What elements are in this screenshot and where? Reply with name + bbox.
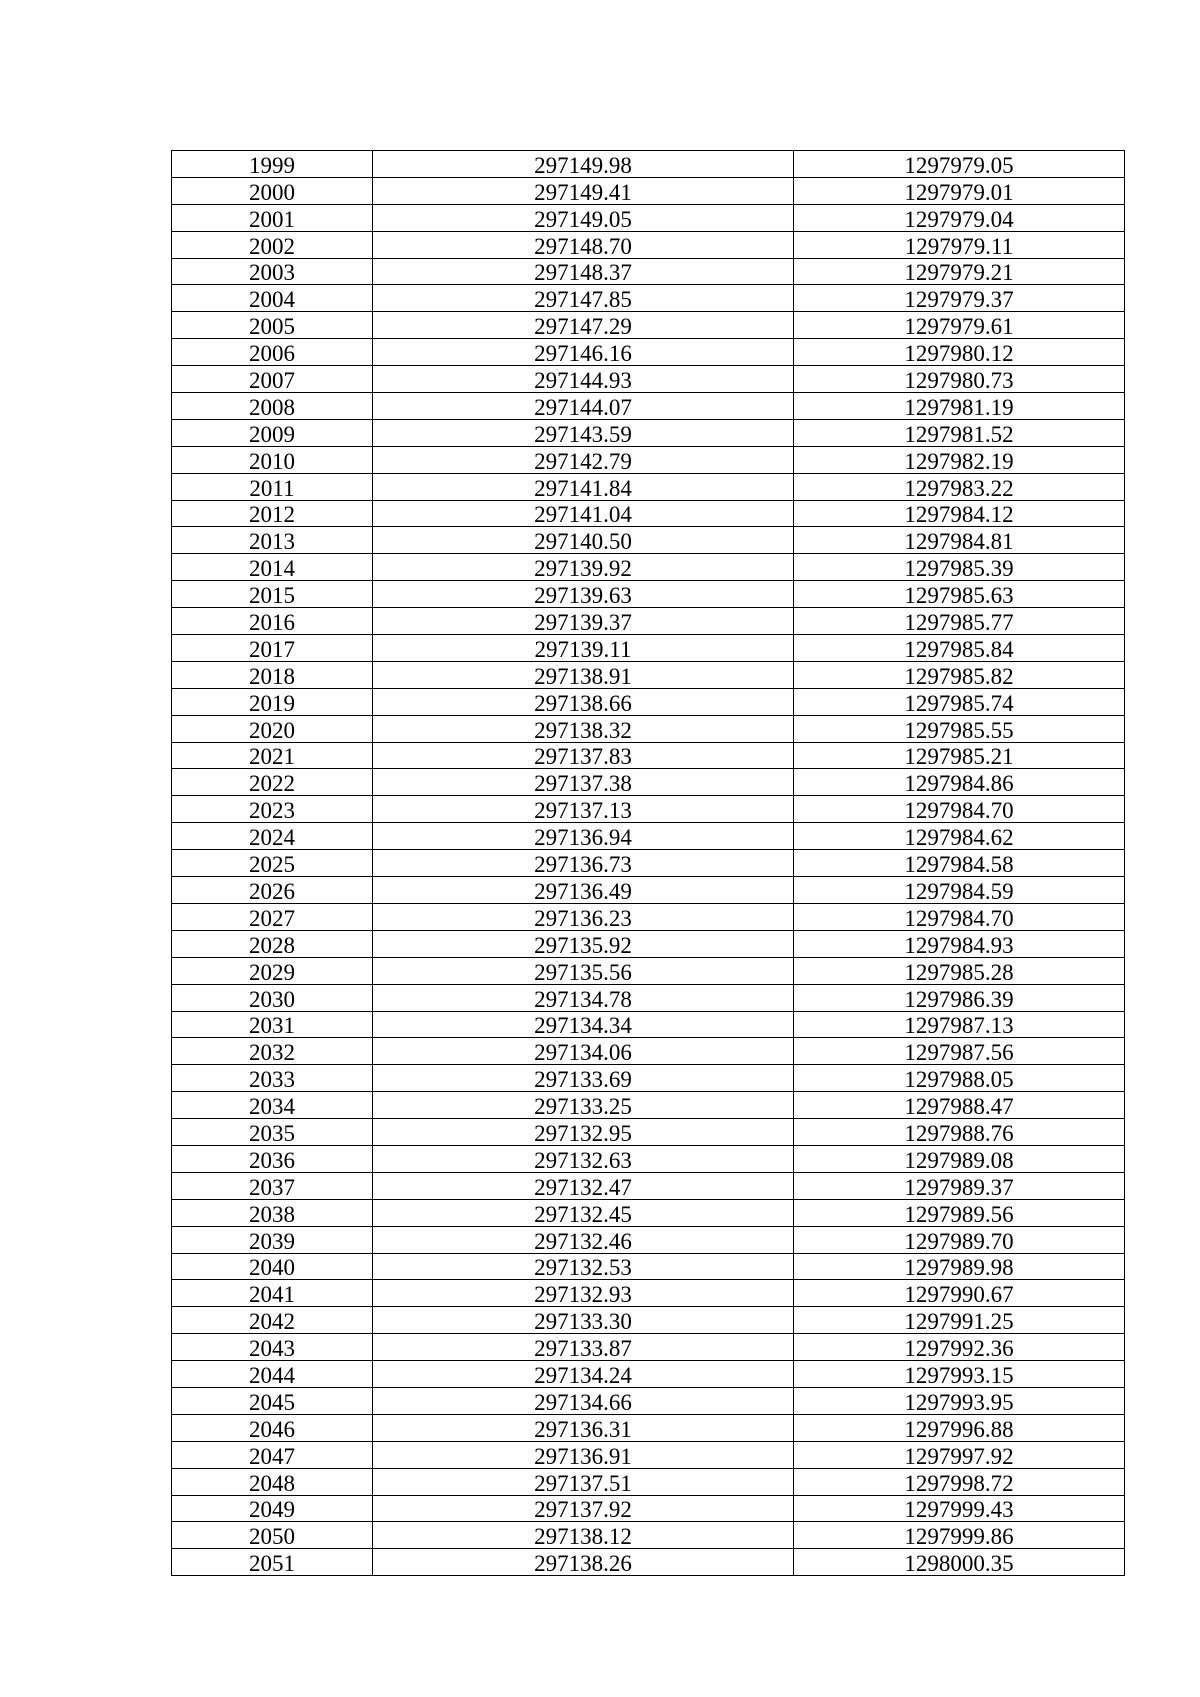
y-coordinate-cell: 1298000.35 [794, 1549, 1125, 1576]
x-coordinate-cell: 297134.34 [373, 1011, 794, 1038]
y-coordinate-cell: 1297979.04 [794, 204, 1125, 231]
x-coordinate-cell: 297134.78 [373, 984, 794, 1011]
table-row [172, 769, 1125, 796]
y-coordinate-cell: 1297979.01 [794, 177, 1125, 204]
point-number-cell: 2026 [172, 877, 373, 904]
y-coordinate-cell: 1297989.98 [794, 1253, 1125, 1280]
y-coordinate-cell: 1297993.15 [794, 1361, 1125, 1388]
x-coordinate-cell: 297133.69 [373, 1065, 794, 1092]
table-row [172, 984, 1125, 1011]
point-number-cell: 2017 [172, 635, 373, 662]
point-number-cell: 2027 [172, 903, 373, 930]
x-coordinate-cell: 297138.32 [373, 715, 794, 742]
y-coordinate-cell: 1297984.59 [794, 877, 1125, 904]
y-coordinate-cell: 1297990.67 [794, 1280, 1125, 1307]
table-row [172, 1307, 1125, 1334]
y-coordinate-cell: 1297981.19 [794, 393, 1125, 420]
x-coordinate-cell: 297147.85 [373, 285, 794, 312]
y-coordinate-cell: 1297992.36 [794, 1334, 1125, 1361]
point-number-cell: 2051 [172, 1549, 373, 1576]
x-coordinate-cell: 297132.93 [373, 1280, 794, 1307]
point-number-cell: 2035 [172, 1119, 373, 1146]
table-row [172, 903, 1125, 930]
x-coordinate-cell: 297136.49 [373, 877, 794, 904]
y-coordinate-cell: 1297985.63 [794, 581, 1125, 608]
point-number-cell: 2036 [172, 1145, 373, 1172]
table-row [172, 661, 1125, 688]
table-row [172, 393, 1125, 420]
point-number-cell: 2000 [172, 177, 373, 204]
y-coordinate-cell: 1297988.76 [794, 1119, 1125, 1146]
point-number-cell: 2019 [172, 688, 373, 715]
y-coordinate-cell: 1297999.86 [794, 1522, 1125, 1549]
y-coordinate-cell: 1297985.39 [794, 554, 1125, 581]
table-row [172, 1145, 1125, 1172]
y-coordinate-cell: 1297996.88 [794, 1414, 1125, 1441]
table-row [172, 1387, 1125, 1414]
y-coordinate-cell: 1297989.37 [794, 1172, 1125, 1199]
point-number-cell: 2047 [172, 1441, 373, 1468]
table-row [172, 446, 1125, 473]
point-number-cell: 2043 [172, 1334, 373, 1361]
point-number-cell: 2007 [172, 366, 373, 393]
point-number-cell: 2010 [172, 446, 373, 473]
x-coordinate-cell: 297139.92 [373, 554, 794, 581]
table-row [172, 339, 1125, 366]
table-row [172, 1361, 1125, 1388]
y-coordinate-cell: 1297997.92 [794, 1441, 1125, 1468]
table-row [172, 204, 1125, 231]
x-coordinate-cell: 297133.87 [373, 1334, 794, 1361]
x-coordinate-cell: 297136.31 [373, 1414, 794, 1441]
x-coordinate-cell: 297143.59 [373, 419, 794, 446]
table-row [172, 957, 1125, 984]
point-number-cell: 2013 [172, 527, 373, 554]
x-coordinate-cell: 297137.51 [373, 1468, 794, 1495]
table-row [172, 742, 1125, 769]
x-coordinate-cell: 297132.95 [373, 1119, 794, 1146]
y-coordinate-cell: 1297989.08 [794, 1145, 1125, 1172]
table-row [172, 1011, 1125, 1038]
table-row [172, 258, 1125, 285]
y-coordinate-cell: 1297980.12 [794, 339, 1125, 366]
point-number-cell: 2016 [172, 608, 373, 635]
x-coordinate-cell: 297138.91 [373, 661, 794, 688]
point-number-cell: 2039 [172, 1226, 373, 1253]
y-coordinate-cell: 1297988.47 [794, 1092, 1125, 1119]
y-coordinate-cell: 1297979.37 [794, 285, 1125, 312]
table-row [172, 688, 1125, 715]
point-number-cell: 2044 [172, 1361, 373, 1388]
x-coordinate-cell: 297137.83 [373, 742, 794, 769]
x-coordinate-cell: 297144.93 [373, 366, 794, 393]
y-coordinate-cell: 1297979.21 [794, 258, 1125, 285]
table-row [172, 1468, 1125, 1495]
y-coordinate-cell: 1297984.86 [794, 769, 1125, 796]
table-row [172, 1253, 1125, 1280]
table-row [172, 312, 1125, 339]
x-coordinate-cell: 297141.04 [373, 500, 794, 527]
x-coordinate-cell: 297141.84 [373, 473, 794, 500]
point-number-cell: 2041 [172, 1280, 373, 1307]
x-coordinate-cell: 297148.37 [373, 258, 794, 285]
coordinate-table [171, 150, 1125, 1576]
table-row [172, 1334, 1125, 1361]
x-coordinate-cell: 297137.92 [373, 1495, 794, 1522]
table-row [172, 796, 1125, 823]
y-coordinate-cell: 1297998.72 [794, 1468, 1125, 1495]
point-number-cell: 2046 [172, 1414, 373, 1441]
y-coordinate-cell: 1297987.13 [794, 1011, 1125, 1038]
point-number-cell: 2033 [172, 1065, 373, 1092]
table-row [172, 635, 1125, 662]
y-coordinate-cell: 1297984.58 [794, 850, 1125, 877]
coordinate-table-body [172, 151, 1125, 1576]
table-row [172, 1522, 1125, 1549]
table-row [172, 608, 1125, 635]
x-coordinate-cell: 297132.46 [373, 1226, 794, 1253]
table-row [172, 1172, 1125, 1199]
point-number-cell: 2038 [172, 1199, 373, 1226]
point-number-cell: 2012 [172, 500, 373, 527]
y-coordinate-cell: 1297989.56 [794, 1199, 1125, 1226]
x-coordinate-cell: 297137.13 [373, 796, 794, 823]
x-coordinate-cell: 297133.30 [373, 1307, 794, 1334]
y-coordinate-cell: 1297984.93 [794, 930, 1125, 957]
x-coordinate-cell: 297139.63 [373, 581, 794, 608]
y-coordinate-cell: 1297987.56 [794, 1038, 1125, 1065]
point-number-cell: 2004 [172, 285, 373, 312]
x-coordinate-cell: 297136.23 [373, 903, 794, 930]
y-coordinate-cell: 1297993.95 [794, 1387, 1125, 1414]
point-number-cell: 2037 [172, 1172, 373, 1199]
y-coordinate-cell: 1297986.39 [794, 984, 1125, 1011]
point-number-cell: 2011 [172, 473, 373, 500]
point-number-cell: 2032 [172, 1038, 373, 1065]
table-row [172, 151, 1125, 178]
point-number-cell: 2025 [172, 850, 373, 877]
x-coordinate-cell: 297133.25 [373, 1092, 794, 1119]
y-coordinate-cell: 1297991.25 [794, 1307, 1125, 1334]
y-coordinate-cell: 1297983.22 [794, 473, 1125, 500]
table-row [172, 1092, 1125, 1119]
point-number-cell: 2031 [172, 1011, 373, 1038]
x-coordinate-cell: 297149.41 [373, 177, 794, 204]
x-coordinate-cell: 297147.29 [373, 312, 794, 339]
y-coordinate-cell: 1297985.77 [794, 608, 1125, 635]
y-coordinate-cell: 1297989.70 [794, 1226, 1125, 1253]
y-coordinate-cell: 1297985.55 [794, 715, 1125, 742]
x-coordinate-cell: 297149.98 [373, 151, 794, 178]
point-number-cell: 2021 [172, 742, 373, 769]
table-row [172, 419, 1125, 446]
point-number-cell: 2003 [172, 258, 373, 285]
table-row [172, 366, 1125, 393]
x-coordinate-cell: 297138.12 [373, 1522, 794, 1549]
x-coordinate-cell: 297142.79 [373, 446, 794, 473]
table-row [172, 177, 1125, 204]
point-number-cell: 2042 [172, 1307, 373, 1334]
x-coordinate-cell: 297132.45 [373, 1199, 794, 1226]
x-coordinate-cell: 297139.37 [373, 608, 794, 635]
x-coordinate-cell: 297146.16 [373, 339, 794, 366]
table-row [172, 1226, 1125, 1253]
table-row [172, 581, 1125, 608]
x-coordinate-cell: 297132.53 [373, 1253, 794, 1280]
point-number-cell: 2049 [172, 1495, 373, 1522]
y-coordinate-cell: 1297984.70 [794, 796, 1125, 823]
y-coordinate-cell: 1297985.82 [794, 661, 1125, 688]
y-coordinate-cell: 1297984.12 [794, 500, 1125, 527]
y-coordinate-cell: 1297979.11 [794, 231, 1125, 258]
table-row [172, 1441, 1125, 1468]
table-row [172, 1199, 1125, 1226]
point-number-cell: 2015 [172, 581, 373, 608]
table-row [172, 1280, 1125, 1307]
point-number-cell: 2020 [172, 715, 373, 742]
table-row [172, 231, 1125, 258]
point-number-cell: 2023 [172, 796, 373, 823]
x-coordinate-cell: 297149.05 [373, 204, 794, 231]
x-coordinate-cell: 297144.07 [373, 393, 794, 420]
x-coordinate-cell: 297138.26 [373, 1549, 794, 1576]
point-number-cell: 2024 [172, 823, 373, 850]
table-row [172, 850, 1125, 877]
table-row [172, 554, 1125, 581]
y-coordinate-cell: 1297985.74 [794, 688, 1125, 715]
y-coordinate-cell: 1297984.70 [794, 903, 1125, 930]
y-coordinate-cell: 1297979.05 [794, 151, 1125, 178]
table-row [172, 1549, 1125, 1576]
table-row [172, 930, 1125, 957]
point-number-cell: 2001 [172, 204, 373, 231]
y-coordinate-cell: 1297984.81 [794, 527, 1125, 554]
point-number-cell: 2030 [172, 984, 373, 1011]
point-number-cell: 2005 [172, 312, 373, 339]
point-number-cell: 2006 [172, 339, 373, 366]
x-coordinate-cell: 297137.38 [373, 769, 794, 796]
y-coordinate-cell: 1297984.62 [794, 823, 1125, 850]
x-coordinate-cell: 297136.91 [373, 1441, 794, 1468]
point-number-cell: 2009 [172, 419, 373, 446]
y-coordinate-cell: 1297985.21 [794, 742, 1125, 769]
x-coordinate-cell: 297138.66 [373, 688, 794, 715]
x-coordinate-cell: 297134.66 [373, 1387, 794, 1414]
table-row [172, 1065, 1125, 1092]
y-coordinate-cell: 1297985.28 [794, 957, 1125, 984]
point-number-cell: 2014 [172, 554, 373, 581]
y-coordinate-cell: 1297980.73 [794, 366, 1125, 393]
table-row [172, 285, 1125, 312]
table-row [172, 715, 1125, 742]
y-coordinate-cell: 1297999.43 [794, 1495, 1125, 1522]
y-coordinate-cell: 1297982.19 [794, 446, 1125, 473]
point-number-cell: 2022 [172, 769, 373, 796]
point-number-cell: 2034 [172, 1092, 373, 1119]
x-coordinate-cell: 297135.56 [373, 957, 794, 984]
point-number-cell: 2008 [172, 393, 373, 420]
table-row [172, 1038, 1125, 1065]
y-coordinate-cell: 1297981.52 [794, 419, 1125, 446]
table-row [172, 527, 1125, 554]
x-coordinate-cell: 297132.63 [373, 1145, 794, 1172]
x-coordinate-cell: 297139.11 [373, 635, 794, 662]
point-number-cell: 2018 [172, 661, 373, 688]
point-number-cell: 2045 [172, 1387, 373, 1414]
table-row [172, 1495, 1125, 1522]
table-row [172, 473, 1125, 500]
table-row [172, 500, 1125, 527]
table-row [172, 877, 1125, 904]
table-row [172, 1119, 1125, 1146]
x-coordinate-cell: 297148.70 [373, 231, 794, 258]
y-coordinate-cell: 1297979.61 [794, 312, 1125, 339]
x-coordinate-cell: 297135.92 [373, 930, 794, 957]
point-number-cell: 2002 [172, 231, 373, 258]
x-coordinate-cell: 297132.47 [373, 1172, 794, 1199]
x-coordinate-cell: 297140.50 [373, 527, 794, 554]
y-coordinate-cell: 1297985.84 [794, 635, 1125, 662]
x-coordinate-cell: 297134.06 [373, 1038, 794, 1065]
x-coordinate-cell: 297134.24 [373, 1361, 794, 1388]
point-number-cell: 2029 [172, 957, 373, 984]
table-row [172, 823, 1125, 850]
point-number-cell: 1999 [172, 151, 373, 178]
y-coordinate-cell: 1297988.05 [794, 1065, 1125, 1092]
point-number-cell: 2048 [172, 1468, 373, 1495]
point-number-cell: 2028 [172, 930, 373, 957]
table-row [172, 1414, 1125, 1441]
x-coordinate-cell: 297136.73 [373, 850, 794, 877]
point-number-cell: 2040 [172, 1253, 373, 1280]
x-coordinate-cell: 297136.94 [373, 823, 794, 850]
point-number-cell: 2050 [172, 1522, 373, 1549]
